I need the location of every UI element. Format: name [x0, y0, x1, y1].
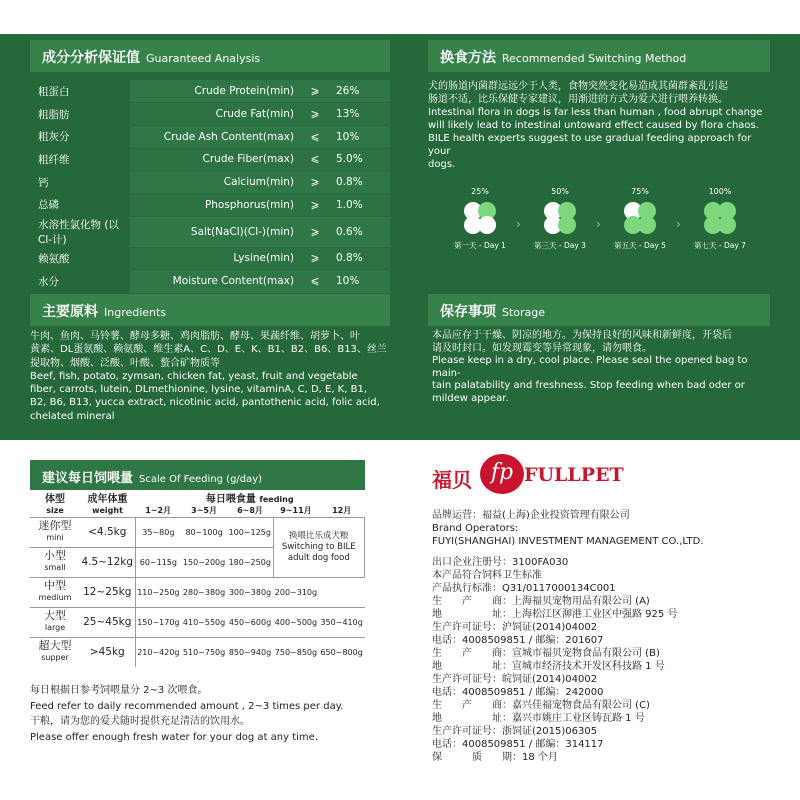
brand-name-cn: 福贝 [432, 468, 472, 492]
clover-leaf [718, 216, 736, 234]
clover-icon [460, 198, 500, 238]
feeding-size-cn: 大型 [44, 609, 66, 622]
analysis-row [30, 103, 390, 126]
brand-name-en: FULLPET [524, 464, 624, 486]
month-header: 12月 [332, 506, 352, 516]
analysis-row [30, 125, 390, 148]
manufacturer-line: 生 产 商：嘉兴佳福宠物食品有限公司 (C) [432, 700, 650, 711]
feeding-amount: 110~250g [135, 577, 181, 607]
feeding-amount: 200~310g [273, 577, 319, 607]
month-header: 3~5月 [191, 506, 217, 516]
analysis-operator: ⩾ [300, 171, 330, 194]
feeding-size [30, 547, 80, 577]
feeding-size-cn: 超大型 [38, 639, 72, 653]
analysis-name-cn: 粗脂肪 [30, 103, 130, 126]
analysis-title-en: Guaranteed Analysis [146, 52, 261, 65]
analysis-name-en: Crude Ash Content(max) [130, 125, 300, 148]
ingredients-line: Beef, fish, potato, zymsan, chicken fat, yeast, fruit and vegetable [30, 370, 358, 382]
switching-line: BILE health experts suggest to use gradual feeding approach for your [428, 133, 752, 157]
analysis-row [30, 80, 390, 103]
feeding-notes [30, 683, 370, 745]
analysis-name-en: Lysine(min) [130, 247, 300, 270]
brand-logo [432, 450, 772, 500]
feeding-amount-empty [319, 577, 365, 607]
feeding-note-line: Feed refer to daily recommended amount , 2~3 times per day. [30, 700, 344, 712]
switching-text [428, 80, 770, 171]
manufacturer-line: 生 产 商：宣城市福贝宠物食品有限公司 (B) [432, 648, 660, 659]
storage-line: tain palatability and freshness. Stop feeding when bad oder or [432, 380, 745, 391]
analysis-row [30, 270, 390, 293]
storage-title-cn: 保存事项 [440, 304, 496, 320]
manufacturer-line: 生 产 商：上海福贝宠物用品有限公司 (A) [432, 596, 650, 607]
manufacturer-line: 电话：4008509851 / 邮编：242000 [432, 687, 604, 698]
analysis-name-cn: 钙 [30, 171, 130, 194]
feeding-size-en: supper [41, 653, 69, 663]
clover-icon [620, 198, 660, 238]
feeding-note-line: 干粮，请为您的爱犬随时提供充足清洁的饮用水。 [30, 716, 250, 727]
feeding-amount: 510~750g [181, 637, 227, 667]
guaranteed-analysis-panel [30, 40, 390, 293]
info-gap [432, 548, 777, 556]
step-arrow-icon: › [516, 217, 521, 231]
weight-header-cn: 成年体重 [87, 494, 128, 505]
ingredients-line: B2, B6, B13, yucca extract, nicotinic acid, pantothenic acid, folic acid, [30, 397, 380, 409]
switch-note [273, 517, 364, 577]
analysis-name-en: Moisture Content(max) [130, 270, 300, 293]
analysis-name-en: Crude Fat(min) [130, 103, 300, 126]
feeding-row [30, 637, 365, 667]
analysis-operator: ⩽ [300, 125, 330, 148]
storage-line: 本品应存于干燥、阴凉的地方。为保持良好的风味和新鲜度，开袋后 [432, 330, 732, 341]
analysis-row [30, 193, 390, 216]
switching-line: Intestinal flora in dogs is far less than human , food abrupt change [428, 107, 763, 118]
brand-operator-line: FUYI(SHANGHAI) INVESTMENT MANAGEMENT CO.,LTD. [432, 536, 704, 547]
ingredients-panel [30, 294, 390, 326]
analysis-row [30, 247, 390, 270]
analysis-name-en: Phosphorus(min) [130, 193, 300, 216]
switch-step [530, 187, 590, 251]
analysis-name-cn: 水分 [30, 270, 130, 293]
ingredients-title-cn: 主要原料 [42, 304, 98, 320]
feeding-size-en: mini [46, 533, 64, 542]
step-day: 第三天 - Day 3 [534, 241, 586, 250]
storage-line: mildew appear. [432, 392, 509, 404]
analysis-value: 5.0% [330, 148, 390, 171]
step-arrow-icon: › [676, 217, 681, 231]
feeding-amount: 300~380g [227, 577, 273, 607]
feeding-amount: 35~80g [135, 517, 181, 547]
feeding-amount: 850~940g [227, 637, 273, 667]
switch-note-line: adult dog food [287, 552, 350, 563]
step-day: 第一天 - Day 1 [454, 241, 506, 250]
step-percent: 100% [708, 187, 732, 196]
ingredients-line: fiber, carrots, lutein, DLmethionine, lysine, vitaminA, C, D, E, K, B1, [30, 384, 367, 396]
manufacturer-line: 出口企业注册号：3100FA030 [432, 557, 569, 568]
analysis-name-en: Salt(NaCl)(Cl-)(min) [130, 216, 300, 247]
ingredients-line: 提取物、烟酸、泛酸、叶酸、螯合矿物质等 [30, 357, 220, 369]
step-day: 第五天 - Day 5 [614, 241, 666, 250]
clover-icon [540, 198, 580, 238]
switching-title-cn: 换食方法 [440, 50, 496, 66]
manufacturer-line: 保 质 期：18 个月 [432, 752, 558, 763]
analysis-value: 1.0% [330, 193, 390, 216]
feeding-size [30, 577, 80, 607]
analysis-row [30, 216, 390, 247]
feeding-amount: 450~600g [227, 607, 273, 637]
brand-operator-line: Brand Operators: [432, 523, 519, 534]
manufacturer-line: 生产许可证号：浙饲证(2015)06305 [432, 726, 598, 737]
feeding-amount: 750~850g [273, 637, 319, 667]
analysis-name-cn: 粗灰分 [30, 125, 130, 148]
analysis-operator: ⩽ [300, 148, 330, 171]
ingredients-line: 牛肉、鱼肉、马铃薯、酵母多糖、鸡肉脂肪、酵母、果蔬纤维、胡萝卜、叶 [30, 331, 360, 342]
analysis-name-cn: 总磷 [30, 193, 130, 216]
feeding-amount: 100~125g [227, 517, 273, 547]
switch-note-line: Switching to BILE [281, 541, 356, 552]
switching-steps [450, 187, 770, 257]
analysis-title-cn: 成分分析保证值 [42, 50, 140, 66]
analysis-value: 0.8% [330, 247, 390, 270]
analysis-name-en: Crude Protein(min) [130, 80, 300, 103]
switch-step [610, 187, 670, 251]
manufacturer-line: 电话：4008509851 / 邮编：314117 [432, 739, 604, 750]
switching-line: 肠道不适，比乐保健专家建议，用渐进的方式为爱犬进行喂养转换。 [428, 94, 728, 105]
size-header-cn: 体型 [45, 494, 65, 505]
feeding-weight: 12~25kg [80, 577, 135, 607]
step-day: 第七天 - Day 7 [694, 241, 746, 250]
step-percent: 50% [551, 187, 569, 196]
analysis-operator: ⩾ [300, 193, 330, 216]
feeding-weight: <4.5kg [80, 517, 135, 547]
feeding-size [30, 637, 80, 667]
analysis-operator: ⩾ [300, 247, 330, 270]
manufacturer-line: 地 址：宣城市经济技术开发区科技路 1 号 [432, 661, 665, 672]
feeding-size-cn: 中型 [44, 579, 66, 592]
feeding-size-cn: 小型 [44, 549, 66, 562]
feeding-size [30, 517, 80, 547]
switch-note-line: 换喂比乐成犬粮 [289, 530, 349, 541]
analysis-value: 10% [330, 125, 390, 148]
storage-text [432, 330, 772, 405]
manufacturer-info [432, 509, 777, 764]
analysis-row [30, 171, 390, 194]
clover-leaf [478, 216, 496, 234]
month-header: 9~11月 [280, 506, 312, 516]
analysis-row [30, 148, 390, 171]
storage-title-en: Storage [502, 306, 546, 319]
feeding-amount: 280~380g [181, 577, 227, 607]
ingredients-header [30, 294, 390, 326]
analysis-value: 10% [330, 270, 390, 293]
feeding-note-line: 每日根据日参考饲喂量分 2~3 次喂食。 [30, 685, 208, 696]
brand-operator-line: 品牌运营：福益(上海)企业投资管理有限公司 [432, 510, 630, 521]
feeding-size-cn: 迷你型 [38, 519, 72, 532]
analysis-value: 0.8% [330, 171, 390, 194]
storage-panel [428, 294, 770, 326]
feeding-weight: >45kg [80, 637, 135, 667]
feeding-amount: 410~550g [181, 607, 227, 637]
manufacturer-line: 生产许可证号：沪饲证(2014)04002 [432, 622, 598, 633]
ingredients-line: 黄素、DL蛋氨酸、赖氨酸、维生素A、C、D、E、K、B1、B2、B6、B13、丝兰 [30, 344, 387, 356]
feeding-scale-panel [30, 460, 365, 667]
analysis-name-cn: 赖氨酸 [30, 247, 130, 270]
storage-line: 请及时封口。如发现霉变等异常现象，请勿喂食。 [432, 342, 652, 354]
clover-leaf [638, 216, 656, 234]
clover-icon [700, 198, 740, 238]
feeding-weight: 25~45kg [80, 607, 135, 637]
feeding-amount: 650~800g [319, 637, 365, 667]
manufacturer-line: 电话：4008509851 / 邮编：201607 [432, 635, 604, 646]
manufacturer-line: 产品执行标准：Q31/0117000134C001 [432, 583, 616, 594]
switching-title-en: Recommended Switching Method [502, 52, 687, 65]
feeding-amount: 60~115g [135, 547, 181, 577]
feeding-row [30, 517, 365, 547]
storage-line: Please keep in a dry, cool place. Please seal the opened bag to main- [432, 355, 748, 379]
analysis-name-cn: 粗蛋白 [30, 80, 130, 103]
switch-step [690, 187, 750, 251]
step-percent: 75% [631, 187, 649, 196]
storage-header [428, 294, 770, 326]
feeding-title-cn: 建议每日饲喂量 [42, 471, 134, 486]
feeding-amount: 400~500g [273, 607, 319, 637]
switching-line: will likely lead to intestinal untoward effect caused by flora chaos. [428, 120, 759, 131]
analysis-operator: ⩾ [300, 80, 330, 103]
analysis-operator: ⩾ [300, 103, 330, 126]
feeding-note-line: Please offer enough fresh water for your dog at any time. [30, 731, 318, 743]
analysis-value: 0.6% [330, 216, 390, 247]
analysis-name-cn: 粗纤维 [30, 148, 130, 171]
ingredients-line: chelated mineral [30, 410, 115, 422]
feeding-amount: 80~100g [181, 517, 227, 547]
month-header: 6~8月 [237, 506, 263, 516]
analysis-name-en: Crude Fiber(max) [130, 148, 300, 171]
feeding-amount: 180~250g [227, 547, 273, 577]
clover-leaf [558, 216, 576, 234]
manufacturer-line: 本产品符合饲料卫生标准 [432, 570, 542, 581]
manufacturer-line: 生产许可证号：皖饲证(2014)04002 [432, 674, 598, 685]
feeding-amount: 350~410g [319, 607, 365, 637]
feeding-amount: 210~420g [135, 637, 181, 667]
feeding-row [30, 607, 365, 637]
feeding-row [30, 577, 365, 607]
daily-header [135, 490, 365, 505]
step-arrow-icon: › [596, 217, 601, 231]
feeding-size-en: large [44, 623, 66, 632]
ingredients-title-en: Ingredients [104, 306, 167, 319]
ingredients-text [30, 330, 395, 423]
switching-header [428, 40, 770, 72]
switch-step [450, 187, 510, 251]
daily-header-cn: 每日喂食量 [205, 494, 256, 505]
analysis-name-cn: 水溶性氯化物 (以Cl-计) [30, 216, 130, 247]
daily-header-en: feeding [259, 495, 294, 504]
analysis-table [30, 80, 390, 293]
manufacturer-line: 地 址：嘉兴市姚庄工业区铸瓦路 1 号 [432, 713, 645, 724]
weight-header-en: weight [92, 506, 123, 516]
analysis-name-en: Calcium(min) [130, 171, 300, 194]
month-header: 1~2月 [145, 506, 172, 516]
switching-panel [428, 40, 770, 171]
analysis-header [30, 40, 390, 72]
switching-line: dogs. [428, 159, 456, 170]
feeding-table [30, 490, 365, 667]
feeding-size [30, 607, 80, 637]
feeding-title-en: Scale Of Feeding (g/day) [139, 474, 263, 485]
feeding-header [30, 460, 365, 490]
feeding-size-en: medium [38, 593, 72, 602]
switching-line: 犬的肠道内菌群远远少于人类，食物突然变化易造成其菌群紊乱引起 [428, 81, 728, 92]
brand-logo-mark: fp [480, 454, 524, 494]
analysis-value: 26% [330, 80, 390, 103]
feeding-weight: 4.5~12kg [80, 547, 135, 577]
feeding-amount: 150~170g [135, 607, 181, 637]
analysis-value: 13% [330, 103, 390, 126]
feeding-amount: 150~200g [181, 547, 227, 577]
manufacturer-line: 地 址：上海松江区泖港工业区中强路 925 号 [432, 609, 678, 620]
feeding-size-en: small [44, 563, 66, 572]
analysis-operator: ⩽ [300, 270, 330, 293]
analysis-operator: ⩾ [300, 216, 330, 247]
size-header-en: size [46, 506, 64, 516]
step-percent: 25% [471, 187, 489, 196]
